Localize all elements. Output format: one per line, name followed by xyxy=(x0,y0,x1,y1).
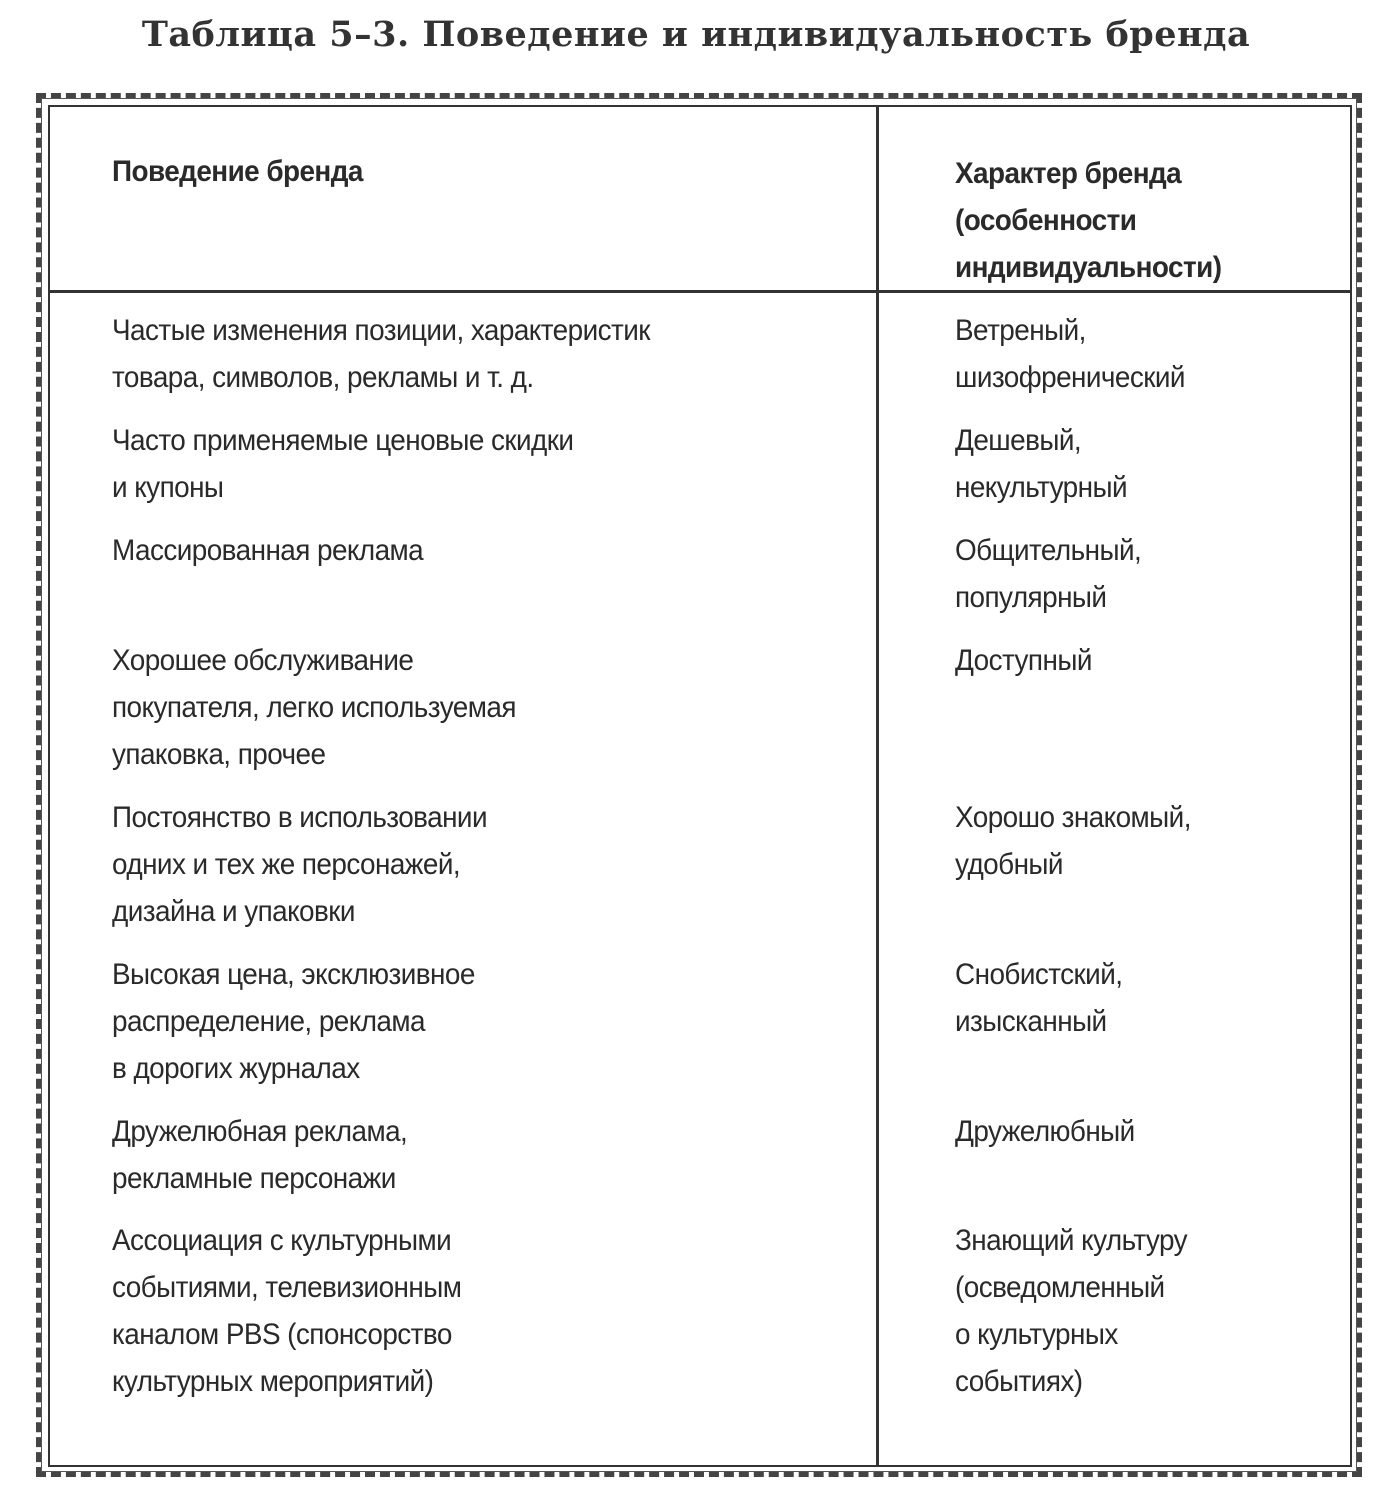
row-7-character: Дружелюбный xyxy=(955,1115,1135,1148)
column-divider xyxy=(876,105,879,1465)
row-7-behavior: Дружелюбная реклама, рекламные персонажи xyxy=(112,1115,408,1195)
header-character: Характер бренда (особенности индивидуальности) xyxy=(955,157,1222,284)
table-title: Таблица 5–3. Поведение и индивидуальность бренда xyxy=(141,14,1251,55)
row-6-behavior: Высокая цена, эксклюзивное распределение, реклама в дорогих журналах xyxy=(112,958,475,1085)
header-behavior: Поведение бренда xyxy=(112,155,363,188)
row-3-character: Общительный, популярный xyxy=(955,534,1142,614)
row-1-character: Ветреный, шизофренический xyxy=(955,314,1185,394)
row-8-character: Знающий культуру (осведомленный о культурных событиях) xyxy=(955,1224,1188,1398)
row-5-behavior: Постоянство в использовании одних и тех же персонажей, дизайна и упаковки xyxy=(112,801,487,928)
row-8-behavior: Ассоциация с культурными событиями, телевизионным каналом PBS (спонсорство культурных мероприятий) xyxy=(112,1224,462,1398)
row-2-behavior: Часто применяемые ценовые скидки и купоны xyxy=(112,424,574,504)
row-6-character: Снобистский, изысканный xyxy=(955,958,1123,1038)
row-4-character: Доступный xyxy=(955,644,1092,677)
row-3-behavior: Массированная реклама xyxy=(112,534,424,567)
row-2-character: Дешевый, некультурный xyxy=(955,424,1128,504)
row-5-character: Хорошо знакомый, удобный xyxy=(955,801,1191,881)
row-4-behavior: Хорошее обслуживание покупателя, легко используемая упаковка, прочее xyxy=(112,644,516,771)
row-1-behavior: Частые изменения позиции, характеристик товара, символов, рекламы и т. д. xyxy=(112,314,650,394)
